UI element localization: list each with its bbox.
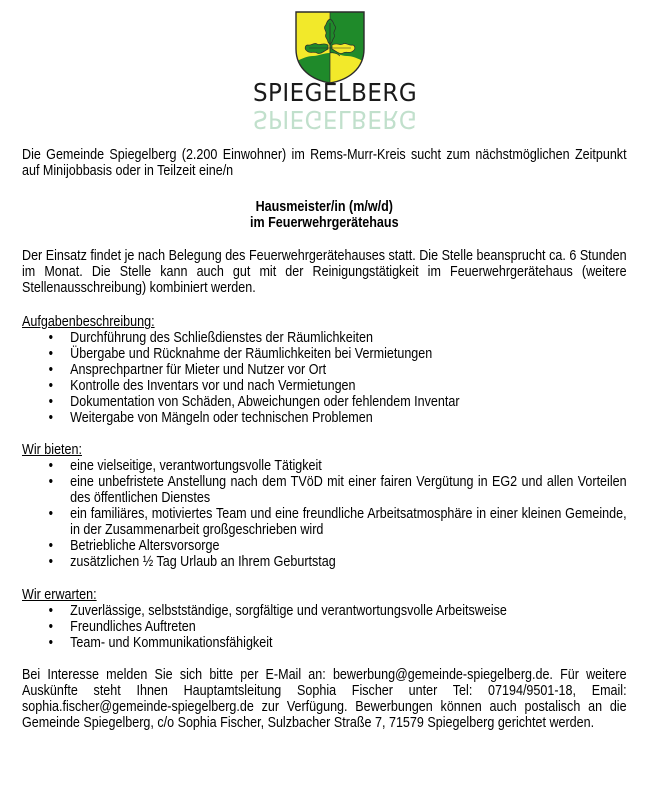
section-offer xyxy=(22,442,627,570)
bullet-icon: • xyxy=(48,394,54,410)
logo-wordmark-reflection: SPIEGELBERG xyxy=(253,105,418,134)
list-item: • ein familiäres, motiviertes Team und eine freundliche Arbeitsatmosphäre in einer kleinen Gemeinde, in der Zusammenarbeit großgeschrieben wird xyxy=(48,506,627,538)
coat-of-arms-icon xyxy=(293,9,367,85)
job-title: Hausmeister/in (m/w/d) xyxy=(255,199,393,215)
list-item: • eine vielseitige, verantwortungsvolle Tätigkeit xyxy=(48,458,322,474)
intro-paragraph: Die Gemeinde Spiegelberg (2.200 Einwohner) im Rems-Murr-Kreis sucht zum nächstmöglichen Zeitpunkt auf Minijobbasis oder in Teilzeit eine/n xyxy=(22,147,627,179)
section-heading: Wir bieten: xyxy=(22,442,82,458)
bullet-icon: • xyxy=(48,619,54,635)
tasks-list xyxy=(22,330,627,426)
municipality-logo xyxy=(0,0,666,134)
bullet-icon: • xyxy=(48,554,54,570)
bullet-icon: • xyxy=(48,458,54,474)
description-paragraph: Der Einsatz findet je nach Belegung des Feuerwehrgerätehauses statt. Die Stelle beansprucht ca. 6 Stunden im Monat. Die Stelle kann auch gut mit der Reinigungstätigkeit im Feuerwehrgerätehaus (weitere Stellenausschreibung) kombiniert werden. xyxy=(22,248,627,296)
section-tasks xyxy=(22,314,627,426)
bullet-icon: • xyxy=(48,346,54,362)
list-item: • Freundliches Auftreten xyxy=(48,619,196,635)
list-item: • Durchführung des Schließdienstes der Räumlichkeiten xyxy=(48,330,373,346)
bullet-icon: • xyxy=(48,378,54,394)
section-expectations xyxy=(22,587,627,651)
bullet-icon: • xyxy=(48,538,54,554)
list-item: • Zuverlässige, selbstständige, sorgfältige und verantwortungsvolle Arbeitsweise xyxy=(48,603,507,619)
list-item: • zusätzlichen ½ Tag Urlaub an Ihrem Geburtstag xyxy=(48,554,336,570)
bullet-icon: • xyxy=(48,410,54,426)
list-item: • Ansprechpartner für Mieter und Nutzer vor Ort xyxy=(48,362,327,378)
list-item: • eine unbefristete Anstellung nach dem TVöD mit einer fairen Vergütung in EG2 und allen Vorteilen des öffentlichen Dienstes xyxy=(48,474,627,506)
expectations-list xyxy=(22,603,627,651)
section-heading: Aufgabenbeschreibung: xyxy=(22,314,155,330)
list-item: • Dokumentation von Schäden, Abweichungen oder fehlendem Inventar xyxy=(48,394,460,410)
list-item: • Kontrolle des Inventars vor und nach Vermietungen xyxy=(48,378,356,394)
bullet-icon: • xyxy=(48,635,54,651)
bullet-icon: • xyxy=(48,603,54,619)
job-subtitle: im Feuerwehrgerätehaus xyxy=(249,215,399,231)
section-heading: Wir erwarten: xyxy=(22,587,97,603)
list-item: • Team- und Kommunikationsfähigkeit xyxy=(48,635,273,651)
contact-paragraph: Bei Interesse melden Sie sich bitte per E-Mail an: bewerbung@gemeinde-spiegelberg.de. Für weitere Auskünfte steht Ihnen Hauptamtsleitung Sophia Fischer unter Tel: 07194/9501-18, Email: sophia.fischer@gemeinde-spiegelberg.de zur Verfügung. Bewerbungen können auch postalisch an die Gemeinde Spiegelberg, c/o Sophia Fischer, Sulzbacher Straße 7, 71579 Spiegelberg gerichtet werden. xyxy=(22,667,627,731)
list-item: • Übergabe und Rücknahme der Räumlichkeiten bei Vermietungen xyxy=(48,346,433,362)
bullet-icon: • xyxy=(48,506,54,522)
list-item: • Betriebliche Altersvorsorge xyxy=(48,538,220,554)
logo-wordmark: SPIEGELBERG xyxy=(253,78,418,107)
job-posting xyxy=(22,147,627,731)
list-item: • Weitergabe von Mängeln oder technischen Problemen xyxy=(48,410,373,426)
bullet-icon: • xyxy=(48,474,54,490)
offer-list xyxy=(22,458,627,570)
bullet-icon: • xyxy=(48,330,54,346)
bullet-icon: • xyxy=(48,362,54,378)
